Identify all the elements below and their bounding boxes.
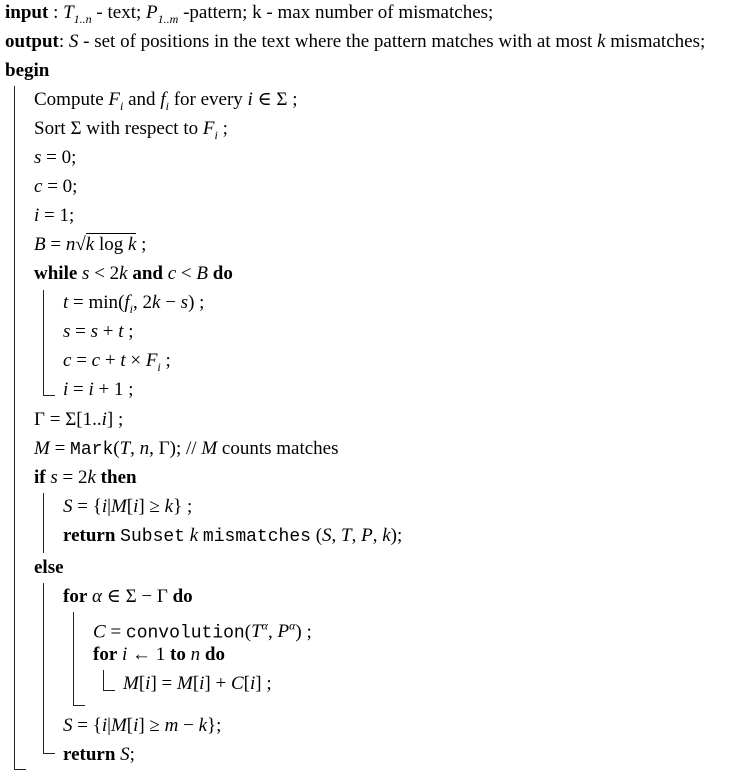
input-line: input : $T_{1..n}$ - text; $P_{1..m}$ -pattern; k - max number of mismatches; — [5, 2, 494, 26]
line-else: else — [34, 557, 64, 578]
output-line: output: S - set of positions in the text where the pattern matches with at most k mismatches; — [5, 31, 706, 52]
if-block-rule — [43, 493, 44, 553]
line-if: if s = 2k then — [34, 467, 137, 488]
line-init-i: i = 1; — [34, 205, 75, 226]
line-t-assign: $t = \min(f_i$, 2k − s) ; — [63, 292, 205, 316]
for-alpha-block-rule — [73, 612, 74, 705]
line-sort: Sort Σ with respect to $F_i$ ; — [34, 118, 228, 142]
line-return-S: return S; — [63, 744, 135, 765]
main-block-end — [14, 769, 26, 770]
line-M-update: M[i] = M[i] + C[i] ; — [123, 673, 272, 694]
main-block-rule — [14, 86, 15, 769]
else-block-rule — [43, 583, 44, 753]
line-S-final: S = {i|M[i] ≥ m − k}; — [63, 715, 222, 736]
line-compute: Compute $F_i$ and $f_i$ for every i ∈ Σ ; — [34, 89, 298, 113]
line-return-subset: return Subset k mismatches (S, T, P, k); — [63, 525, 403, 547]
line-init-c: c = 0; — [34, 176, 78, 197]
while-block-rule — [43, 290, 44, 395]
line-for-alpha: for α ∈ Σ − Γ do — [63, 586, 193, 607]
line-S-subset: S = {i|M[i] ≥ k} ; — [63, 496, 193, 517]
line-i-increment: i = i + 1 ; — [63, 379, 134, 400]
for-i-block-rule — [103, 670, 104, 690]
line-c-update: $c = c + t \times F_i$ ; — [63, 350, 171, 374]
line-budget: B = n√k log k ; — [34, 234, 147, 255]
line-convolution: $C = convolution(T^\alpha$, $P^\alpha$) ; — [93, 619, 312, 644]
line-for-i: for i ← 1 to n do — [93, 644, 225, 665]
line-gamma: Γ = Σ[1..i] ; — [34, 409, 124, 430]
output-keyword: output — [5, 31, 59, 52]
line-init-s: s = 0; — [34, 147, 77, 168]
begin-keyword: begin — [5, 60, 50, 81]
line-mark: M = Mark(T, n, Γ); // M counts matches — [34, 438, 339, 460]
line-while: while s < 2k and c < B do — [34, 263, 233, 284]
line-s-update: s = s + t ; — [63, 321, 134, 342]
input-keyword: input — [5, 2, 49, 23]
